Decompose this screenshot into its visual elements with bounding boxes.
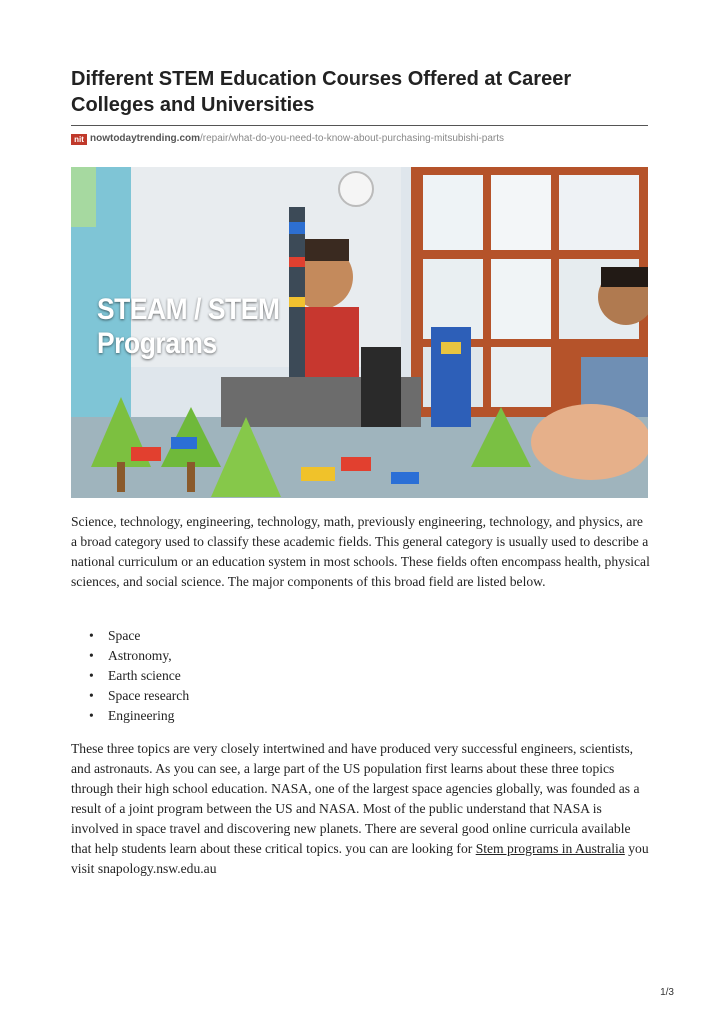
source-domain[interactable]: nowtodaytrending.com (90, 133, 200, 144)
source-line (71, 132, 504, 146)
stem-programs-link[interactable]: Stem programs in Australia (475, 841, 625, 856)
list-item: • Engineering (71, 706, 189, 726)
body-paragraph (71, 739, 651, 879)
list-item: • Space research (71, 686, 189, 706)
body-paragraph-end: you visit snapology.nsw.edu.au (71, 841, 649, 876)
page-number: 1/3 (660, 987, 674, 998)
list-item: • Earth science (71, 666, 189, 686)
document-title: Different STEM Education Courses Offered at Career Colleges and Universities (71, 68, 572, 116)
hero-title-line2: Programs (97, 327, 217, 360)
list-item: • Astronomy, (71, 646, 189, 666)
field-components-list (71, 626, 189, 726)
hero-title-line1: STEAM / STEM (97, 293, 280, 326)
hero-title (97, 293, 279, 361)
intro-paragraph: Science, technology, engineering, technology, math, previously engineering, technology, and physics, are a broad category used to classify these academic fields. This general category is usually used to describe a national curriculum or an education system in most schools. These fields often encompass health, physical sciences, and social science. The major components of this broad field are listed below. (71, 514, 650, 589)
title-divider (71, 125, 648, 126)
list-item: • Space (71, 626, 189, 646)
hero-image (71, 167, 648, 498)
body-paragraph-text: These three topics are very closely intertwined and have produced very successful engineers, scientists, and astronauts. As you can see, a large part of the US population first learns about these three topics through their high school education. NASA, one of the largest space agencies globally, was founded as a result of a joint program between the US and NASA. Most of the public understand that NASA is involved in space travel and discovering new planets. There are several good online curricula available that help students learn about these critical topics. you can are looking for (71, 741, 640, 856)
source-path[interactable]: /repair/what-do-you-need-to-know-about-purchasing-mitsubishi-parts (200, 133, 505, 144)
site-logo-icon: nit (71, 134, 87, 145)
